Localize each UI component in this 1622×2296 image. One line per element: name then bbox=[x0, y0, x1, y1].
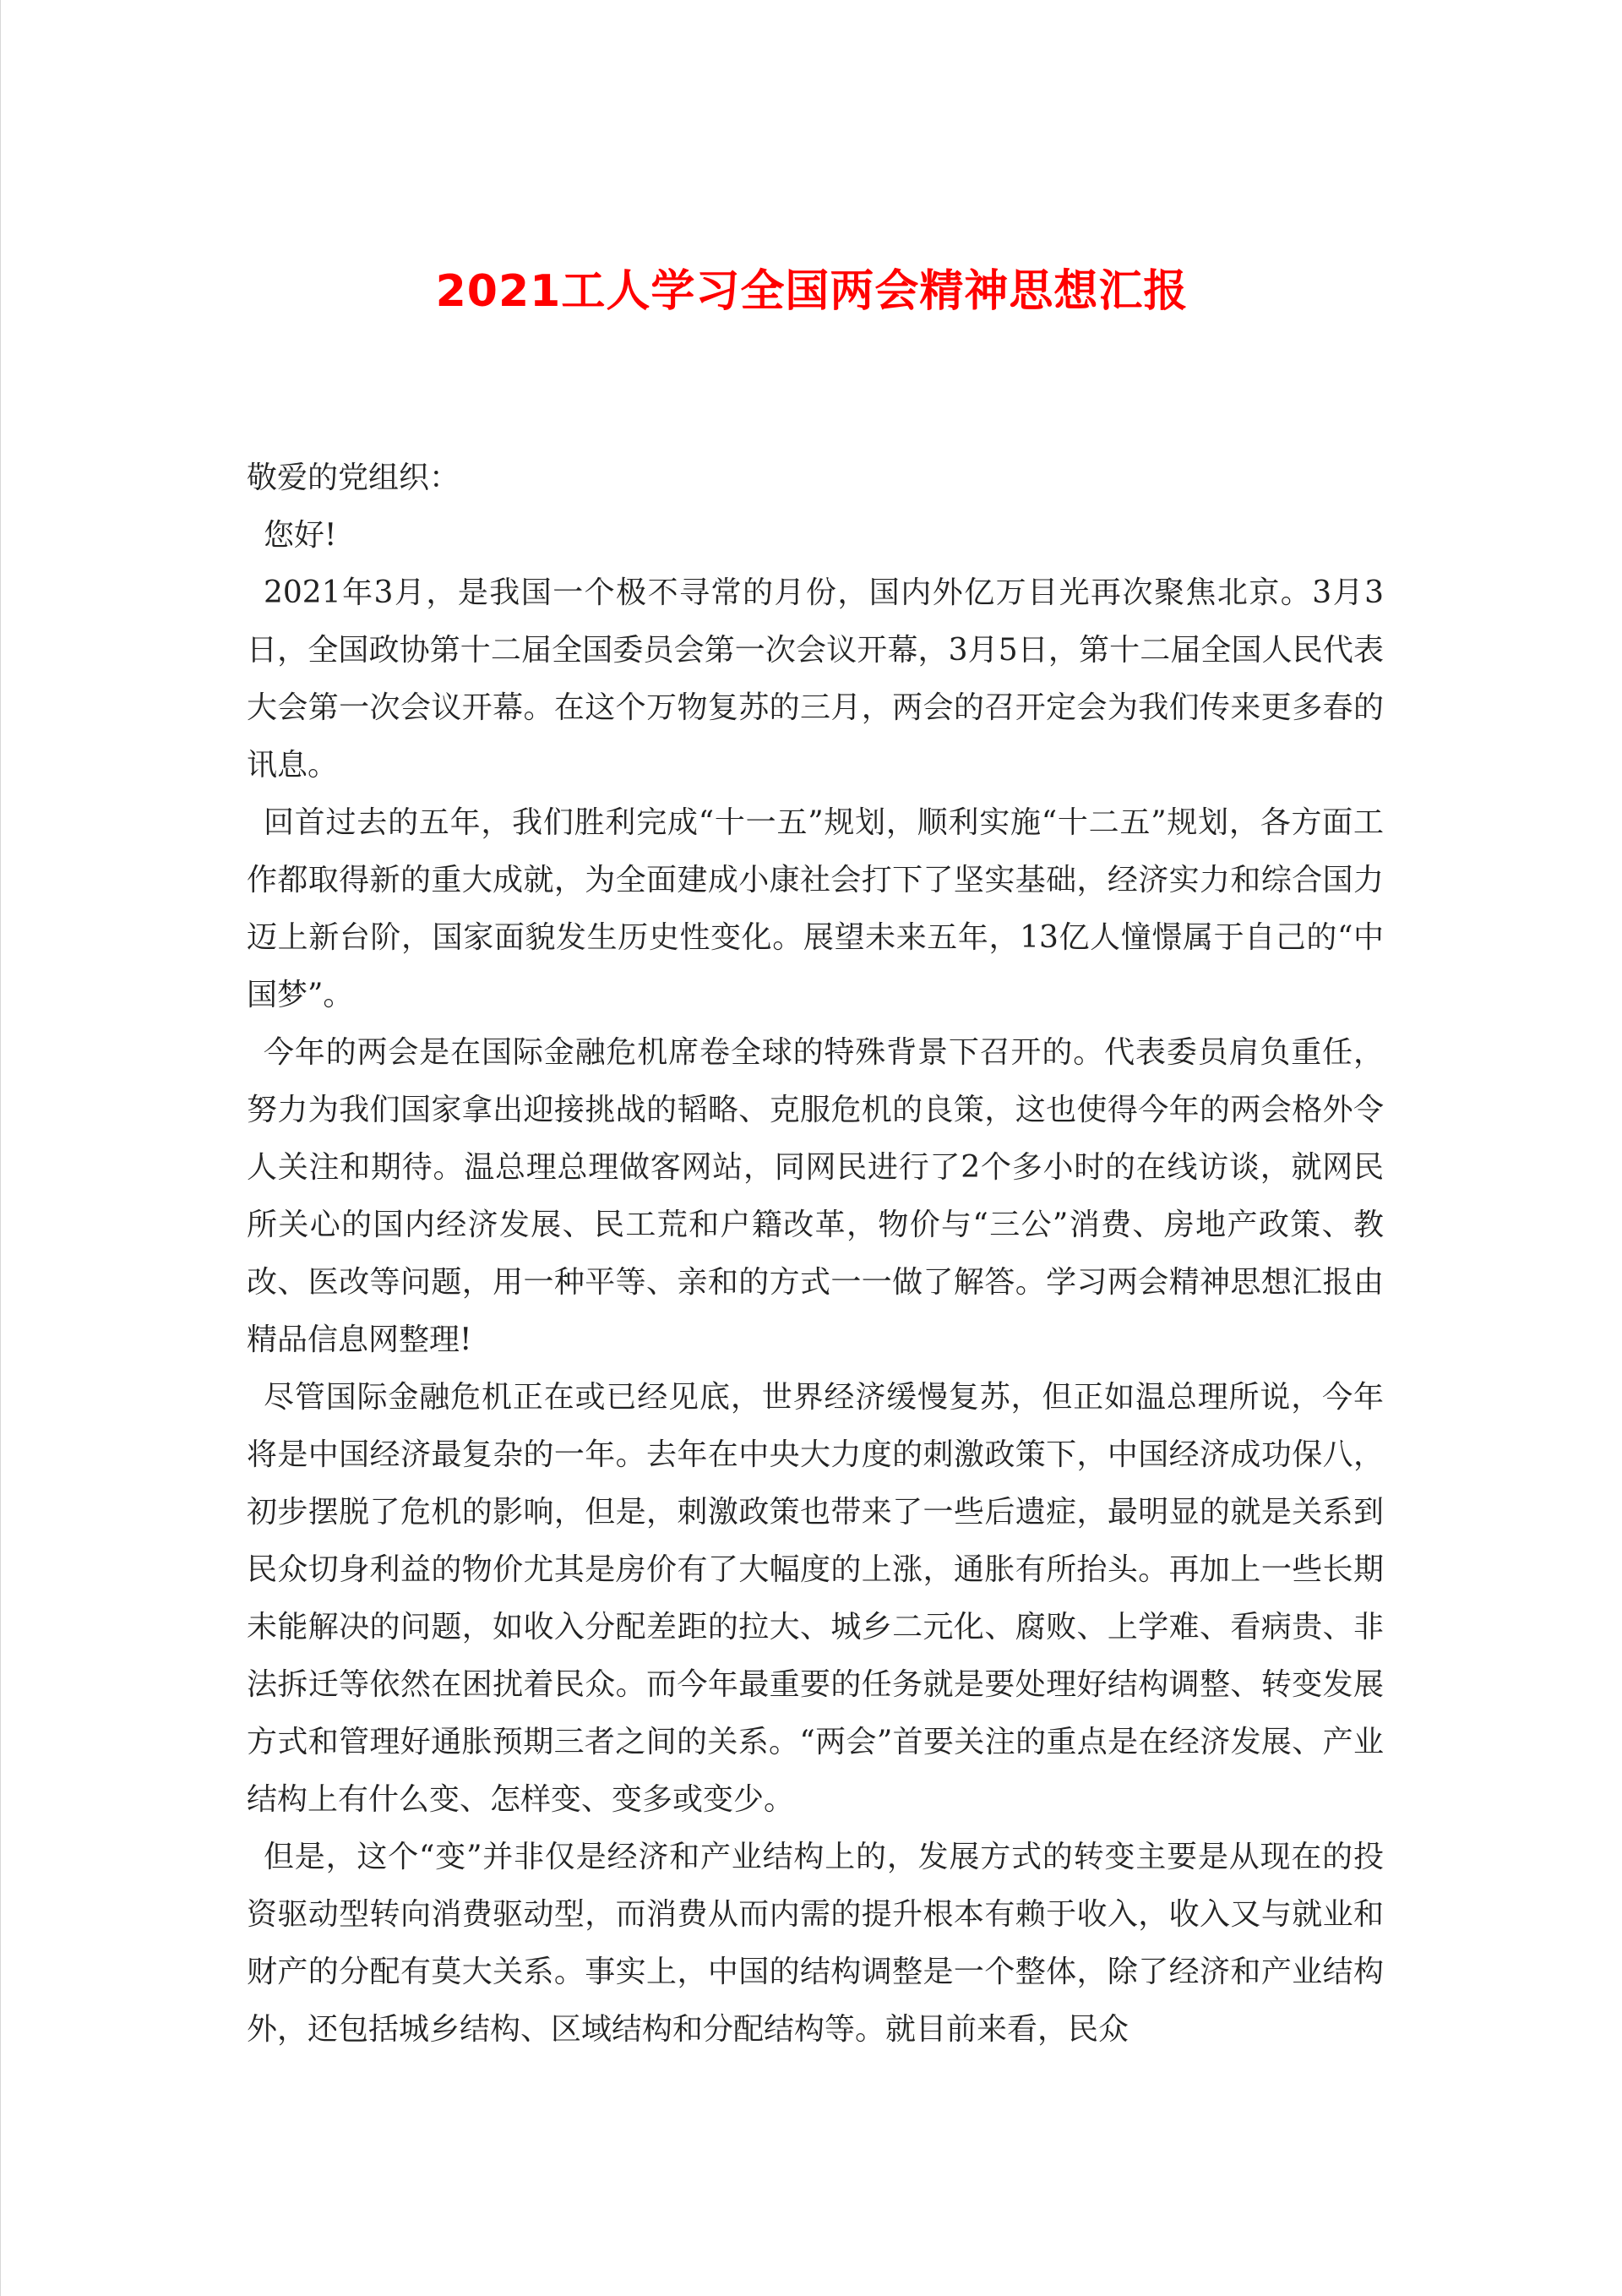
document-title: 2021工人学习全国两会精神思想汇报 bbox=[435, 266, 1189, 317]
document-body bbox=[247, 450, 1384, 2059]
paragraph-3: 今年的两会是在国际金融危机席卷全球的特殊背景下召开的。代表委员肩负重任，努力为我们国家拿出迎接挑战的韬略、克服危机的良策，这也使得今年的两会格外令人关注和期待。温总理总理做客网站，同网民进行了2个多小时的在线访谈，就网民所关心的国内经济发展、民工荒和户籍改革，物价与“三公”消费、房地产政策、教改、医改等问题，用一种平等、亲和的方式一一做了解答。学习两会精神思想汇报由精品信息网整理! bbox=[247, 1035, 1384, 1357]
paragraph-1: 2021年3月，是我国一个极不寻常的月份，国内外亿万目光再次聚焦北京。3月3日，全国政协第十二届全国委员会第一次会议开幕，3月5日，第十二届全国人民代表大会第一次会议开幕。在这个万物复苏的三月，两会的召开定会为我们传来更多春的讯息。 bbox=[247, 575, 1384, 783]
greeting: 您好! bbox=[264, 518, 337, 553]
paragraph-5: 但是，这个“变”并非仅是经济和产业结构上的，发展方式的转变主要是从现在的投资驱动型转向消费驱动型，而消费从而内需的提升根本有赖于收入，收入又与就业和财产的分配有莫大关系。事实上，中国的结构调整是一个整体，除了经济和产业结构外，还包括城乡结构、区域结构和分配结构等。就目前来看，民众 bbox=[247, 1840, 1384, 2047]
salutation: 敬爱的党组织： bbox=[247, 461, 460, 495]
paragraph-4: 尽管国际金融危机正在或已经见底，世界经济缓慢复苏，但正如温总理所说，今年将是中国经济最复杂的一年。去年在中央大力度的刺激政策下，中国经济成功保八，初步摆脱了危机的影响，但是，刺激政策也带来了一些后遗症，最明显的就是关系到民众切身利益的物价尤其是房价有了大幅度的上涨，通胀有所抬头。再加上一些长期未能解决的问题，如收入分配差距的拉大、城乡二元化、腐败、上学难、看病贵、非法拆迁等依然在困扰着民众。而今年最重要的任务就是要处理好结构调整、转变发展方式和管理好通胀预期三者之间的关系。“两会”首要关注的重点是在经济发展、产业结构上有什么变、怎样变、变多或变少。 bbox=[247, 1380, 1384, 1817]
paragraph-2: 回首过去的五年，我们胜利完成“十一五”规划，顺利实施“十二五”规划，各方面工作都取得新的重大成就，为全面建成小康社会打下了坚实基础，经济实力和综合国力迈上新台阶，国家面貌发生历史性变化。展望未来五年，13亿人憧憬属于自己的“中国梦”。 bbox=[247, 805, 1384, 1012]
